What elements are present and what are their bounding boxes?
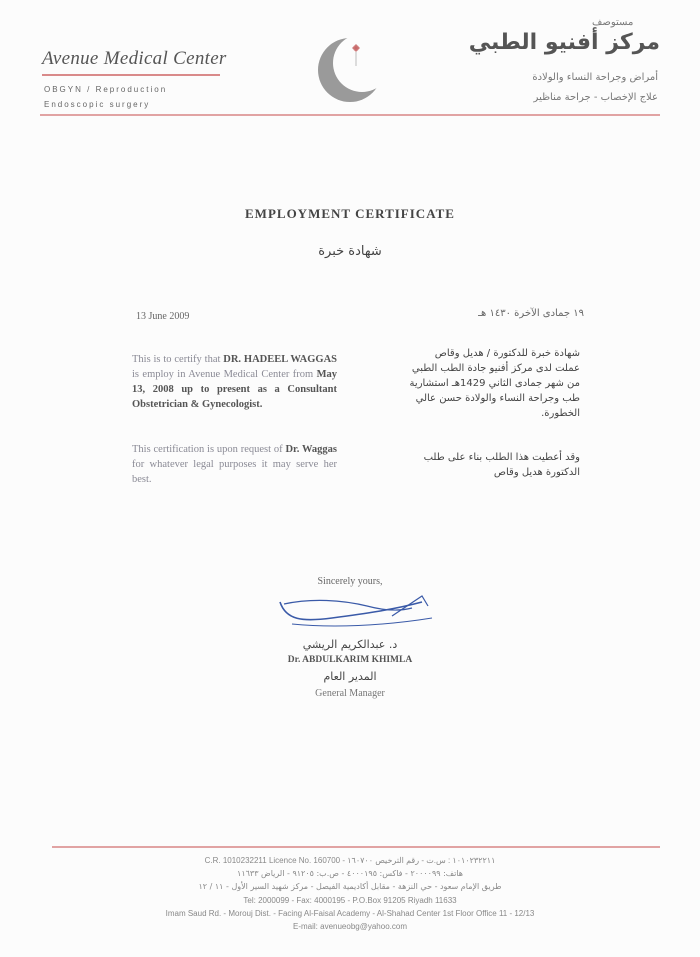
clinic-services-ar-1: أمراض وجراحة النساء والولادة [532,72,658,83]
footer-email: E-mail: avenueobg@yahoo.com [293,922,407,931]
body-text: This certification is upon request of [132,444,283,455]
employment-period: May 13, 2008 up to present as a Consultant Obstetrician & Gynecologist. [132,369,337,410]
clinic-services-ar-2: علاج الإخصاب - جراحة مناظير [533,92,658,103]
clinic-services-en-1: OBGYN / Reproduction [44,85,168,94]
header-rule [40,114,660,116]
clinic-name-ar: مركز أفنيو الطبي [468,30,660,55]
body-line-ar: عملت لدى مركز أفنيو جادة الطب الطبي [411,363,580,374]
body-text: for whatever legal purposes it may serve her best. [132,459,337,485]
body-paragraph-ar-2 [370,450,580,480]
body-text: This is to certify that [132,354,221,365]
body-line-ar: الخطورة. [541,408,580,419]
sincerely-text: Sincerely yours, [317,576,383,587]
employee-name: DR. HADEEL WAGGAS [223,354,338,365]
footer-address-en: Imam Saud Rd. - Morouj Dist. - Facing Al-Faisal Academy - Al-Shahad Center 1st Floor Office 11 - 12/13 [165,909,535,918]
header-en-underline [42,74,220,76]
clinic-services-en-2: Endoscopic surgery [44,100,151,109]
signatory-name-ar: د. عبدالكريم الريشي [302,638,398,651]
body-line-ar: من شهر جمادى الثاني 1429هـ استشارية [409,378,580,389]
clinic-type-ar: مستوصف [592,17,634,28]
footer-contact-ar: هاتف: ٢٠٠٠٠٩٩ - فاكس: ٤٠٠٠١٩٥ - ص.ب: ٩١٢٠٥ - الرياض ١١٦٣٣ [237,869,463,878]
signatory-title-en: General Manager [315,688,385,699]
body-line-ar: شهادة خبرة للدكتورة / هديل وقاص [434,348,580,359]
certificate-title-en: EMPLOYMENT CERTIFICATE [245,206,455,221]
certificate-title-ar: شهادة خبرة [318,244,382,259]
footer-rule [52,846,660,848]
body-line-ar: وقد أعطيت هذا الطلب بناء على طلب [423,452,580,463]
body-paragraph-en-1 [132,352,337,412]
body-paragraph-en-2 [132,442,337,487]
body-text: is employ in Avenue Medical Center from [132,369,314,380]
signatory-name-en: Dr. ABDULKARIM KHIMLA [287,655,413,665]
footer-registration: C.R. 1010232211 Licence No. 160700 - ١٠١٠٢٣٢٢١١ : س.ت - رقم الترخيص ١٦٠٧٠٠ [204,856,496,865]
signature-icon [272,590,442,640]
signatory-title-ar: المدير العام [323,670,377,683]
issue-date-ar: ١٩ جمادى الآخرة ١٤٣٠ هـ [478,308,584,319]
issue-date-en: 13 June 2009 [136,311,190,322]
body-paragraph-ar-1 [370,346,580,421]
clinic-name-en: Avenue Medical Center [42,48,227,69]
requester-name: Dr. Waggas [285,444,337,455]
crescent-logo-icon [310,30,390,110]
footer-contact-en: Tel: 2000099 - Fax: 4000195 - P.O.Box 91205 Riyadh 11633 [243,896,457,905]
body-line-ar: الدكتورة هديل وقاص [493,467,580,478]
footer-address-ar: طريق الإمام سعود - حي النزهة - مقابل أكاديمية الفيصل - مركز شهيد السير الأول - ١١ / ١٢ [198,882,502,891]
body-line-ar: طب وجراحة النساء والولادة حسن عالي [415,393,580,404]
